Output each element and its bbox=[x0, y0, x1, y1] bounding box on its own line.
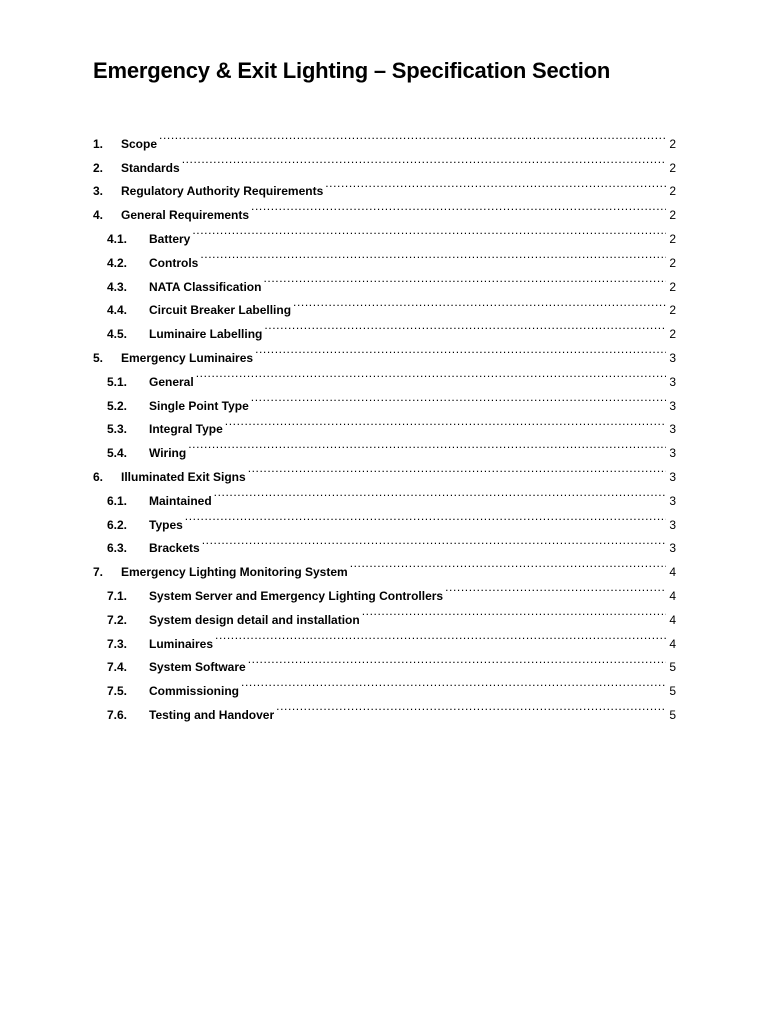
toc-entry-title[interactable]: Luminaires bbox=[149, 636, 214, 651]
dot-leader bbox=[200, 243, 666, 267]
toc-entry-page-number: 3 bbox=[669, 517, 676, 532]
toc-entry-page-number: 3 bbox=[669, 446, 676, 461]
dot-leader bbox=[251, 386, 666, 410]
toc-entry-page-number: 3 bbox=[669, 469, 676, 484]
toc-entry-title[interactable]: System Software bbox=[149, 660, 246, 675]
toc-entry-title[interactable]: Maintained bbox=[149, 493, 212, 508]
toc-entry-number: 5.1. bbox=[107, 374, 128, 389]
toc-entry-title[interactable]: Standards bbox=[121, 160, 180, 175]
dot-leader bbox=[263, 267, 666, 291]
dot-leader bbox=[248, 648, 666, 672]
toc-entry-title[interactable]: Integral Type bbox=[149, 422, 223, 437]
dot-leader bbox=[202, 529, 666, 553]
dot-leader bbox=[185, 505, 666, 529]
toc-entry-number: 2. bbox=[93, 160, 104, 175]
toc-entry-number: 7.6. bbox=[107, 707, 128, 722]
toc-entry-title[interactable]: Regulatory Authority Requirements bbox=[121, 184, 324, 199]
toc-entry-title[interactable]: General Requirements bbox=[121, 208, 250, 223]
toc-entry-number: 7.2. bbox=[107, 612, 128, 627]
toc-entry-title[interactable]: Circuit Breaker Labelling bbox=[149, 303, 292, 318]
dot-leader bbox=[182, 148, 666, 172]
toc-entry-number: 4.5. bbox=[107, 327, 128, 342]
dot-leader bbox=[350, 552, 666, 576]
dot-leader bbox=[188, 433, 666, 457]
toc-entry-number: 5.2. bbox=[107, 398, 128, 413]
toc-entry-title[interactable]: Luminaire Labelling bbox=[149, 327, 263, 342]
toc-entry-page-number: 3 bbox=[669, 350, 676, 365]
toc-entry-page-number: 4 bbox=[669, 612, 676, 627]
toc-entry-number: 7.1. bbox=[107, 588, 128, 603]
toc-entry-number: 5.4. bbox=[107, 446, 128, 461]
dot-leader bbox=[225, 410, 666, 434]
toc-entry[interactable] bbox=[93, 124, 676, 151]
toc-entry-page-number: 2 bbox=[669, 327, 676, 342]
toc-entry-title[interactable]: Single Point Type bbox=[149, 398, 249, 413]
dot-leader bbox=[276, 695, 666, 719]
toc-entry-page-number: 4 bbox=[669, 565, 676, 580]
toc-entry-title[interactable]: Emergency Luminaires bbox=[121, 350, 254, 365]
toc-entry-number: 1. bbox=[93, 136, 104, 151]
toc-entry[interactable] bbox=[93, 148, 676, 175]
table-of-contents bbox=[93, 124, 676, 722]
dot-leader bbox=[196, 362, 666, 386]
toc-entry-number: 3. bbox=[93, 184, 104, 199]
dot-leader bbox=[215, 624, 666, 648]
dot-leader bbox=[362, 600, 666, 624]
toc-entry-page-number: 2 bbox=[669, 231, 676, 246]
dot-leader bbox=[251, 195, 666, 219]
toc-entry-number: 4.4. bbox=[107, 303, 128, 318]
toc-entry-page-number: 5 bbox=[669, 684, 676, 699]
toc-entry-page-number: 2 bbox=[669, 303, 676, 318]
toc-entry-number: 6.3. bbox=[107, 541, 128, 556]
dot-leader bbox=[241, 671, 666, 695]
toc-entry[interactable] bbox=[93, 172, 676, 199]
dot-leader bbox=[264, 314, 666, 338]
toc-entry-page-number: 3 bbox=[669, 422, 676, 437]
dot-leader bbox=[159, 124, 666, 148]
toc-entry-number: 4.1. bbox=[107, 231, 128, 246]
toc-entry-page-number: 2 bbox=[669, 255, 676, 270]
toc-entry-page-number: 3 bbox=[669, 541, 676, 556]
toc-entry-title[interactable]: System Server and Emergency Lighting Controllers bbox=[149, 588, 444, 603]
toc-entry-number: 7.3. bbox=[107, 636, 128, 651]
toc-entry-title[interactable]: Brackets bbox=[149, 541, 200, 556]
toc-entry-title[interactable]: Testing and Handover bbox=[149, 707, 275, 722]
toc-entry-number: 6.2. bbox=[107, 517, 128, 532]
toc-entry-page-number: 2 bbox=[669, 184, 676, 199]
toc-entry-title[interactable]: Types bbox=[149, 517, 183, 532]
toc-entry-page-number: 2 bbox=[669, 136, 676, 151]
toc-entry-page-number: 4 bbox=[669, 588, 676, 603]
dot-leader bbox=[325, 172, 666, 196]
toc-entry-page-number: 4 bbox=[669, 636, 676, 651]
toc-entry-number: 4.2. bbox=[107, 255, 128, 270]
toc-entry-page-number: 3 bbox=[669, 374, 676, 389]
toc-entry-page-number: 3 bbox=[669, 493, 676, 508]
toc-entry-title[interactable]: Controls bbox=[149, 255, 199, 270]
toc-entry-title[interactable]: Battery bbox=[149, 231, 191, 246]
toc-entry-page-number: 2 bbox=[669, 160, 676, 175]
toc-entry-number: 4.3. bbox=[107, 279, 128, 294]
toc-entry-number: 5.3. bbox=[107, 422, 128, 437]
toc-entry-page-number: 2 bbox=[669, 208, 676, 223]
toc-entry-title[interactable]: General bbox=[149, 374, 194, 389]
toc-entry-page-number: 3 bbox=[669, 398, 676, 413]
toc-entry-page-number: 5 bbox=[669, 707, 676, 722]
dot-leader bbox=[248, 457, 666, 481]
toc-entry-number: 4. bbox=[93, 208, 104, 223]
dot-leader bbox=[192, 219, 666, 243]
toc-entry-title[interactable]: Wiring bbox=[149, 446, 187, 461]
dot-leader bbox=[214, 481, 666, 505]
toc-entry-number: 6. bbox=[93, 469, 104, 484]
toc-entry-number: 7.4. bbox=[107, 660, 128, 675]
toc-entry-page-number: 5 bbox=[669, 660, 676, 675]
dot-leader bbox=[445, 576, 666, 600]
toc-entry-number: 7. bbox=[93, 565, 104, 580]
page-title: Emergency & Exit Lighting – Specification Section bbox=[93, 58, 611, 83]
toc-entry-title[interactable]: Scope bbox=[121, 136, 158, 151]
toc-entry-title[interactable]: Illuminated Exit Signs bbox=[121, 469, 246, 484]
toc-entry-title[interactable]: Commissioning bbox=[149, 684, 240, 699]
toc-entry-title[interactable]: System design detail and installation bbox=[149, 612, 360, 627]
toc-entry-number: 5. bbox=[93, 350, 104, 365]
toc-entry-number: 6.1. bbox=[107, 493, 128, 508]
toc-entry-title[interactable]: Emergency Lighting Monitoring System bbox=[121, 565, 348, 580]
toc-entry-page-number: 2 bbox=[669, 279, 676, 294]
toc-entry-title[interactable]: NATA Classification bbox=[149, 279, 262, 294]
toc-entry-number: 7.5. bbox=[107, 684, 128, 699]
dot-leader bbox=[255, 338, 666, 362]
dot-leader bbox=[293, 291, 666, 315]
